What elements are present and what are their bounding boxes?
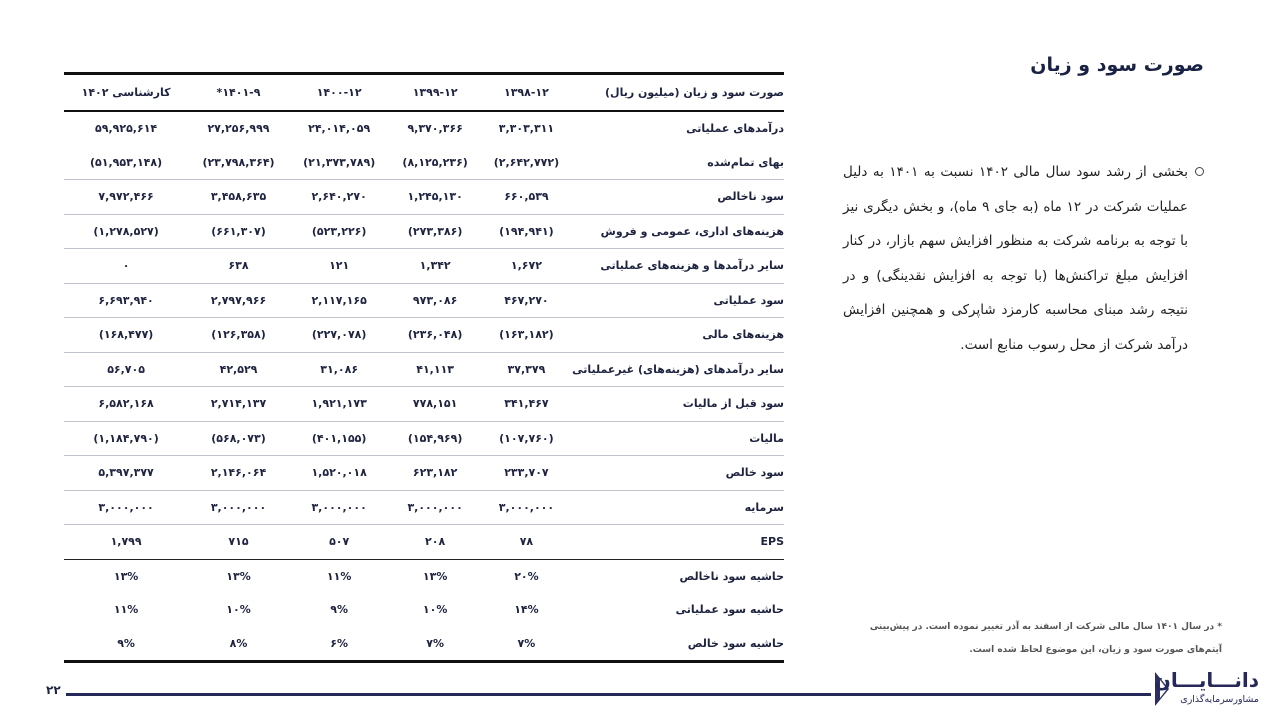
- table-cell: (۱۰۷,۷۶۰): [481, 421, 572, 456]
- table-cell: ۲,۱۱۷,۱۶۵: [289, 283, 390, 318]
- table-cell: (۲۳۶,۰۴۸): [389, 318, 480, 353]
- table-cell: ۶,۶۹۳,۹۴۰: [64, 283, 188, 318]
- table-row: [64, 525, 784, 560]
- table-cell: ۶,۵۸۲,۱۶۸: [64, 387, 188, 422]
- table-cell: ۳,۰۰۰,۰۰۰: [188, 490, 289, 525]
- header-1398: ۱۳۹۸-۱۲: [481, 74, 572, 112]
- row-label: حاشیه سود عملیاتی: [675, 603, 784, 617]
- table-cell: (۲۳,۷۹۸,۳۶۴): [188, 146, 289, 180]
- table-row: [64, 593, 784, 627]
- table-cell: (۱۶۸,۴۷۷): [64, 318, 188, 353]
- table-row: [64, 627, 784, 662]
- table-row: [64, 559, 784, 593]
- table-cell: ۱۳%: [422, 569, 448, 583]
- table-cell: ۶۶۰,۵۳۹: [481, 180, 572, 215]
- page-number: ۲۲: [46, 683, 61, 697]
- table-header-row: [64, 74, 784, 112]
- row-label: مالیات: [572, 421, 784, 456]
- table-cell: ۳,۰۰۰,۰۰۰: [481, 490, 572, 525]
- row-label: سود قبل از مالیات: [572, 387, 784, 422]
- footer-line: [66, 693, 1151, 696]
- table-cell: (۱۶۳,۱۸۲): [481, 318, 572, 353]
- table-row: [64, 421, 784, 456]
- row-label: درآمدهای عملیاتی: [686, 122, 784, 136]
- table-cell: (۱,۱۸۴,۷۹۰): [64, 421, 188, 456]
- table-cell: ۳,۰۰۰,۰۰۰: [64, 490, 188, 525]
- table-cell: (۲۲۷,۰۷۸): [289, 318, 390, 353]
- table-cell: ۲۷,۲۵۶,۹۹۹: [207, 122, 270, 136]
- table-cell: ۵۹,۹۲۵,۶۱۴: [95, 122, 158, 136]
- row-label: سایر درآمدها و هزینه‌های عملیاتی: [572, 249, 784, 284]
- table-cell: ۸%: [229, 636, 248, 650]
- table-cell: ۱۲۱: [289, 249, 390, 284]
- table-cell: ۲۰۸: [389, 525, 480, 560]
- row-label: EPS: [572, 525, 784, 560]
- table-cell: (۱,۲۷۸,۵۲۷): [64, 214, 188, 249]
- row-label: سرمایه: [572, 490, 784, 525]
- table-cell: ۷۸: [481, 525, 572, 560]
- table-cell: ۹%: [330, 603, 349, 617]
- table-cell: ۱۰%: [226, 603, 251, 617]
- table-row: [64, 490, 784, 525]
- table-cell: ۹,۳۷۰,۳۶۶: [407, 122, 463, 136]
- table-cell: ۲۰%: [514, 569, 539, 583]
- table-cell: (۱۲۶,۳۵۸): [188, 318, 289, 353]
- table-body: [64, 111, 784, 662]
- table-cell: ۱,۵۲۰,۰۱۸: [289, 456, 390, 491]
- page-title: صورت سود و زیان: [1030, 54, 1204, 76]
- company-logo: [1155, 668, 1265, 712]
- table-cell: ۵,۳۹۷,۳۷۷: [64, 456, 188, 491]
- table-cell: (۵۶۸,۰۷۳): [188, 421, 289, 456]
- table-cell: ۱,۳۴۲: [389, 249, 480, 284]
- table-cell: ۷۱۵: [188, 525, 289, 560]
- table-cell: ۵۶,۷۰۵: [64, 352, 188, 387]
- table-cell: (۲۱,۳۷۳,۷۸۹): [289, 146, 390, 180]
- table-row: [64, 318, 784, 353]
- table-cell: ۳۷,۳۷۹: [481, 352, 572, 387]
- table-cell: ۹%: [117, 636, 135, 650]
- table-row: [64, 283, 784, 318]
- table-cell: (۶۶۱,۳۰۷): [188, 214, 289, 249]
- table-cell: ۱۰%: [422, 603, 448, 617]
- table-cell: ۱,۷۹۹: [64, 525, 188, 560]
- table-cell: ۴۲,۵۲۹: [188, 352, 289, 387]
- row-label: حاشیه سود ناخالص: [679, 569, 784, 583]
- table-cell: ۱,۶۷۲: [481, 249, 572, 284]
- table-cell: ۳,۰۰۰,۰۰۰: [389, 490, 480, 525]
- table-cell: ۲,۶۴۰,۲۷۰: [289, 180, 390, 215]
- table-row: [64, 180, 784, 215]
- row-label: سود ناخالص: [572, 180, 784, 215]
- table-cell: ۶۳۸: [188, 249, 289, 284]
- table-cell: ۵۰۷: [289, 525, 390, 560]
- table-row: [64, 387, 784, 422]
- logo-tagline: مشاورسرمایه‌گذاری: [1180, 694, 1259, 705]
- table-cell: (۱۹۴,۹۴۱): [481, 214, 572, 249]
- header-1400: ۱۴۰۰-۱۲: [289, 74, 390, 112]
- table-cell: ۳,۰۰۰,۰۰۰: [289, 490, 390, 525]
- table-cell: ۲۴,۰۱۴,۰۵۹: [308, 122, 371, 136]
- footnote: * در سال ۱۴۰۱ سال مالی شرکت از اسفند به آذر تغییر نموده است. در پیش‌بینی آیتم‌های صورت سود و زیان، این موضوع لحاظ شده است.: [869, 622, 1222, 655]
- row-label: بهای تمام‌شده: [572, 146, 784, 180]
- header-1399: ۱۳۹۹-۱۲: [389, 74, 480, 112]
- income-statement-table: [64, 72, 784, 663]
- table-cell: ۱۳%: [226, 569, 251, 583]
- header-1402: کارشناسی ۱۴۰۲: [64, 74, 188, 112]
- table-cell: (۸,۱۲۵,۲۳۶): [389, 146, 480, 180]
- table-cell: (۴۰۱,۱۵۵): [289, 421, 390, 456]
- table-cell: ۲,۷۹۷,۹۶۶: [188, 283, 289, 318]
- table-cell: ۳,۴۵۸,۶۳۵: [188, 180, 289, 215]
- table-cell: ۲,۱۴۶,۰۶۴: [188, 456, 289, 491]
- table-cell: ۱۴%: [514, 603, 539, 617]
- table-cell: ۷۷۸,۱۵۱: [389, 387, 480, 422]
- table-row: [64, 456, 784, 491]
- table-cell: ۶%: [330, 636, 349, 650]
- table-row: [64, 214, 784, 249]
- row-label: حاشیه سود خالص: [687, 636, 784, 650]
- explanation-text: بخشی از رشد سود سال مالی ۱۴۰۲ نسبت به ۱۴۰۱ به دلیل عملیات شرکت در ۱۲ ماه (به جای ۹ ماه)، و بخش دیگری نیز با توجه به برنامه شرکت به منظور افزایش سهم بازار، در کنار افزایش مبلغ تراکنش‌ها (با توجه به افزایش نقدینگی) و در نتیجه رشد مبنای محاسبه کارمزد شاپرکی و همچنین افزایش درآمد شرکت از محل رسوب منابع است.: [843, 164, 1188, 353]
- table-cell: ۰: [64, 249, 188, 284]
- table-cell: ۶۲۳,۱۸۲: [389, 456, 480, 491]
- table-cell: ۷,۹۷۲,۴۶۶: [64, 180, 188, 215]
- table-cell: ۳,۳۰۳,۳۱۱: [498, 122, 555, 136]
- table-cell: ۱,۹۲۱,۱۷۳: [289, 387, 390, 422]
- table-cell: ۳۱,۰۸۶: [289, 352, 390, 387]
- bullet-icon: [1195, 167, 1204, 176]
- table-cell: (۲,۶۴۲,۷۷۲): [481, 146, 572, 180]
- table-row: [64, 146, 784, 180]
- table-row: [64, 111, 784, 146]
- table-cell: ۱۱%: [326, 569, 352, 583]
- row-label: سود عملیاتی: [572, 283, 784, 318]
- table-cell: (۵۱,۹۵۳,۱۴۸): [64, 146, 188, 180]
- header-label: صورت سود و زیان (میلیون ریال): [572, 74, 784, 112]
- table-cell: ۱,۲۴۵,۱۳۰: [389, 180, 480, 215]
- table-cell: ۴۱,۱۱۳: [389, 352, 480, 387]
- table-cell: ۲۳۳,۷۰۷: [481, 456, 572, 491]
- table-cell: ۴۶۷,۲۷۰: [481, 283, 572, 318]
- table-cell: ۷%: [517, 636, 536, 650]
- row-label: سایر درآمدهای (هزینه‌های) غیرعملیاتی: [572, 352, 784, 387]
- row-label: هزینه‌های مالی: [572, 318, 784, 353]
- table-cell: ۷%: [426, 636, 444, 650]
- row-label: سود خالص: [572, 456, 784, 491]
- table-cell: (۱۵۴,۹۶۹): [389, 421, 480, 456]
- table-row: [64, 249, 784, 284]
- table-cell: ۳۴۱,۴۶۷: [481, 387, 572, 422]
- table-cell: ۱۳%: [113, 569, 139, 583]
- logo-name: دانـــایـــان: [1153, 668, 1259, 692]
- header-1401: ۱۴۰۱-۹*: [188, 74, 289, 112]
- table-cell: (۵۲۳,۲۲۶): [289, 214, 390, 249]
- table-cell: ۲,۷۱۴,۱۳۷: [188, 387, 289, 422]
- row-label: هزینه‌های اداری، عمومی و فروش: [572, 214, 784, 249]
- table-row: [64, 352, 784, 387]
- table-cell: (۲۷۳,۳۸۶): [389, 214, 480, 249]
- table-cell: ۹۷۳,۰۸۶: [389, 283, 480, 318]
- table-cell: ۱۱%: [113, 603, 139, 617]
